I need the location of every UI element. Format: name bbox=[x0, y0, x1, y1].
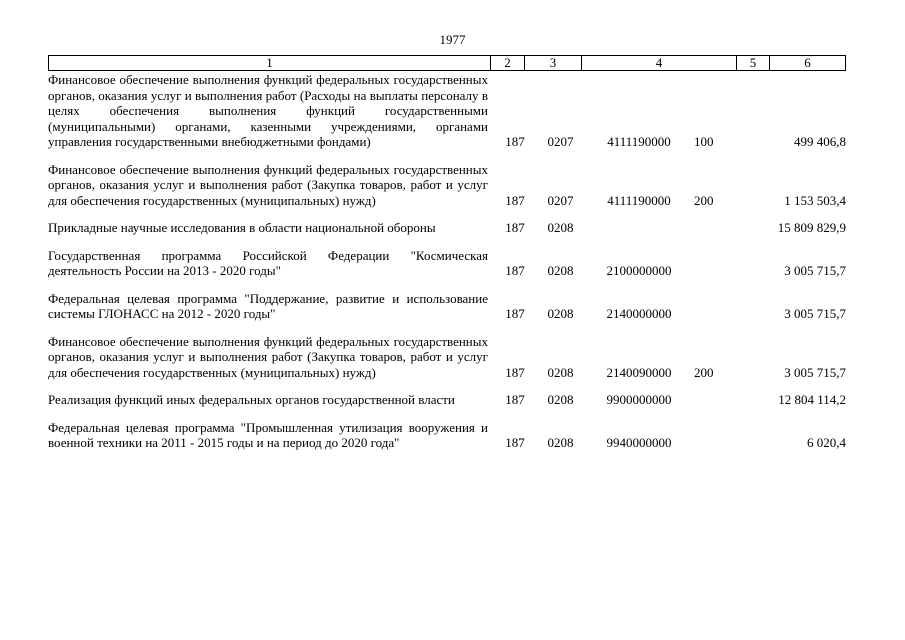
row-section-code: 0208 bbox=[547, 392, 574, 407]
row-amount: 1 153 503,4 bbox=[784, 192, 846, 208]
row-ministry-code: 187 bbox=[505, 364, 525, 380]
row-target-code: 2140090000 bbox=[606, 364, 672, 380]
row-amount: 12 804 114,2 bbox=[778, 392, 846, 407]
row-amount: 3 005 715,7 bbox=[784, 306, 846, 321]
table-body bbox=[48, 72, 846, 463]
row-ministry-code: 187 bbox=[505, 220, 525, 235]
table-row bbox=[48, 162, 846, 209]
header-col-5: 5 bbox=[737, 56, 770, 70]
row-target-code: 9900000000 bbox=[606, 392, 672, 407]
row-description: Финансовое обеспечение выполнения функций федеральных государственных органов, оказания услуг и выполнения работ (Закупка товаров, работ и услуг для обеспечения государственных (муниципальных) нужд) bbox=[48, 333, 488, 380]
row-section-code: 0207 bbox=[547, 192, 574, 208]
row-ministry-code: 187 bbox=[505, 306, 525, 321]
table-row bbox=[48, 72, 846, 150]
table-header bbox=[48, 55, 846, 71]
row-amount: 3 005 715,7 bbox=[784, 263, 846, 278]
table-row bbox=[48, 334, 846, 381]
row-ministry-code: 187 bbox=[505, 263, 525, 278]
row-section-code: 0208 bbox=[547, 306, 574, 321]
row-expense-type: 100 bbox=[694, 134, 714, 149]
row-amount: 15 809 829,9 bbox=[777, 220, 846, 235]
row-amount: 499 406,8 bbox=[794, 134, 846, 149]
row-target-code: 2140000000 bbox=[606, 306, 672, 321]
header-col-6: 6 bbox=[804, 55, 811, 70]
row-description: Реализация функций иных федеральных органов государственной власти bbox=[48, 392, 455, 407]
row-expense-type: 200 bbox=[694, 192, 714, 208]
row-ministry-code: 187 bbox=[505, 134, 525, 149]
row-description: Федеральная целевая программа "Поддержание, развитие и использование системы ГЛОНАСС на 2012 - 2020 годы" bbox=[48, 290, 488, 321]
table-row bbox=[48, 248, 846, 279]
row-description: Финансовое обеспечение выполнения функций федеральных государственных органов, оказания услуг и выполнения работ (Закупка товаров, работ и услуг для обеспечения государственных (муниципальных) нужд) bbox=[48, 161, 488, 208]
row-section-code: 0207 bbox=[547, 134, 574, 149]
row-expense-type: 200 bbox=[694, 364, 714, 380]
header-col-2: 2 bbox=[491, 56, 525, 70]
row-ministry-code: 187 bbox=[505, 435, 525, 450]
row-target-code: 9940000000 bbox=[606, 435, 672, 450]
table-row bbox=[48, 392, 846, 408]
header-col-4: 4 bbox=[582, 56, 737, 70]
row-amount: 3 005 715,7 bbox=[784, 364, 846, 380]
table-row bbox=[48, 291, 846, 322]
row-ministry-code: 187 bbox=[505, 192, 525, 208]
row-description: Финансовое обеспечение выполнения функций федеральных государственных органов, оказания услуг и выполнения работ (Расходы на выплаты персоналу в целях обеспечения выполнения функций государственными (муниципальными) органами, казенными учреждениями, органами управления государственными внебюджетными фондами) bbox=[48, 72, 488, 149]
header-col-1: 1 bbox=[49, 56, 491, 70]
row-description: Государственная программа Российской Федерации "Космическая деятельность России на 2013 - 2020 годы" bbox=[48, 247, 488, 278]
row-section-code: 0208 bbox=[547, 263, 574, 278]
page-number: 1977 bbox=[439, 32, 466, 47]
row-section-code: 0208 bbox=[547, 435, 574, 450]
row-description: Прикладные научные исследования в области национальной обороны bbox=[48, 220, 436, 235]
row-section-code: 0208 bbox=[547, 220, 574, 235]
row-target-code: 4111190000 bbox=[607, 192, 671, 208]
row-section-code: 0208 bbox=[547, 364, 574, 380]
header-col-3: 3 bbox=[525, 56, 582, 70]
row-target-code: 4111190000 bbox=[607, 134, 671, 149]
table-row bbox=[48, 220, 846, 236]
row-target-code: 2100000000 bbox=[606, 263, 672, 278]
row-description: Федеральная целевая программа "Промышленная утилизация вооружения и военной техники на 2011 - 2015 годы и на период до 2020 года" bbox=[48, 419, 488, 450]
row-amount: 6 020,4 bbox=[807, 435, 846, 450]
row-ministry-code: 187 bbox=[505, 392, 525, 407]
table-row bbox=[48, 420, 846, 451]
